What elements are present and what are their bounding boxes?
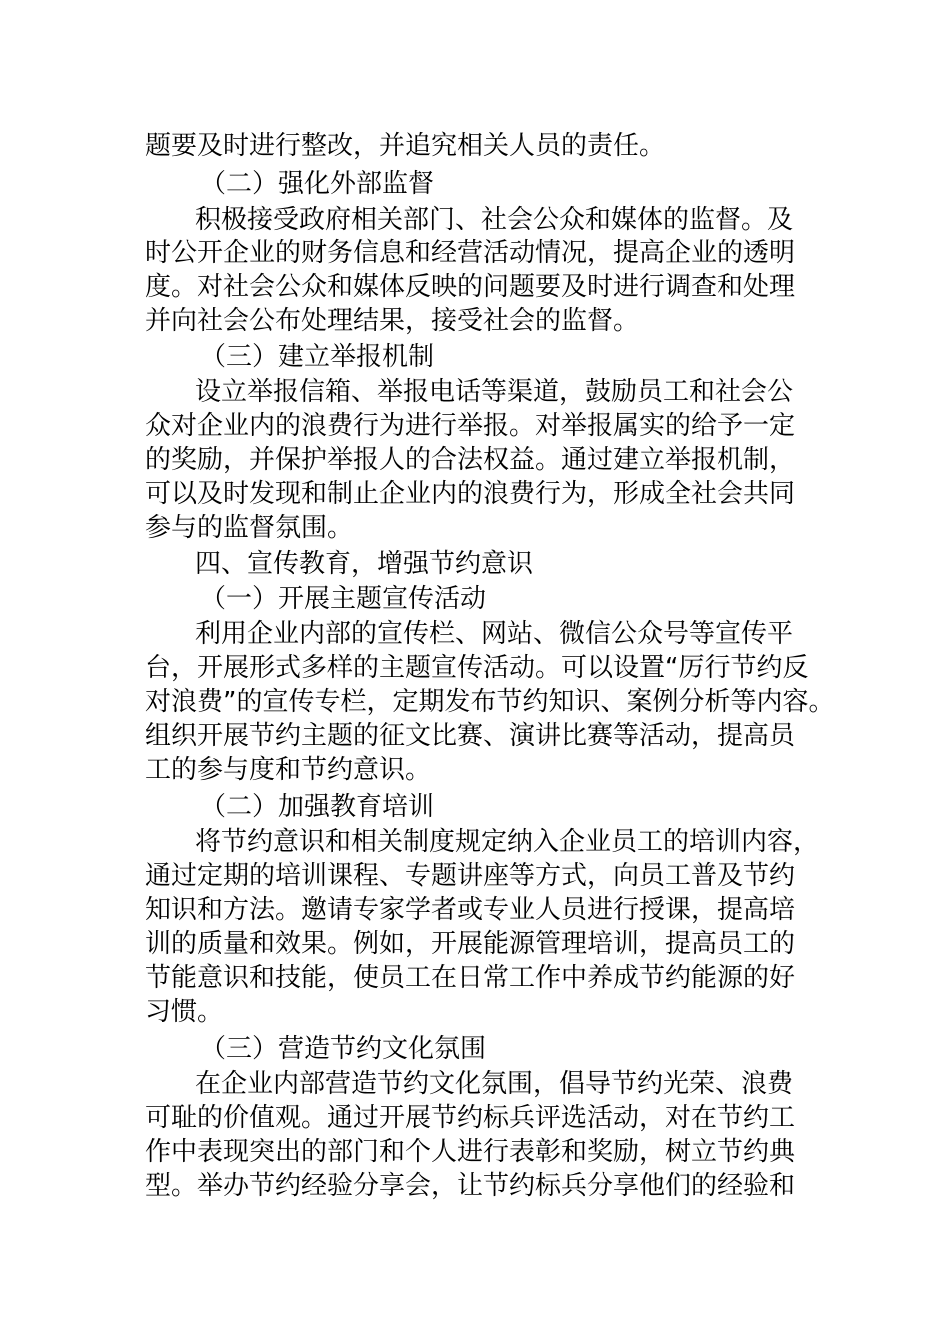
text-line: 将节约意识和相关制度规定纳入企业员工的培训内容， — [195, 827, 820, 857]
text-line: 设立举报信箱、举报电话等渠道，鼓励员工和社会公 — [195, 377, 794, 407]
text-line: 组织开展节约主题的征文比赛、演讲比赛等活动，提高员 — [145, 721, 796, 751]
text-line: 工的参与度和节约意识。 — [145, 755, 432, 785]
text-line: 可耻的价值观。通过开展节约标兵评选活动，对在节约工 — [145, 1103, 796, 1133]
text-line: 在企业内部营造节约文化氛围，倡导节约光荣、浪费 — [195, 1069, 794, 1099]
text-line: 训的质量和效果。例如，开展能源管理培训，提高员工的 — [145, 929, 796, 959]
text-line: 利用企业内部的宣传栏、网站、微信公众号等宣传平 — [195, 619, 794, 649]
text-line: 作中表现突出的部门和个人进行表彰和奖励，树立节约典 — [145, 1137, 796, 1167]
text-line: 型。举办节约经验分享会，让节约标兵分享他们的经验和 — [145, 1171, 796, 1201]
text-line: 习惯。 — [145, 997, 224, 1027]
text-line: 的奖励，并保护举报人的合法权益。通过建立举报机制， — [145, 445, 796, 475]
text-line: 参与的监督氛围。 — [145, 513, 354, 543]
text-line: 台，开展形式多样的主题宣传活动。可以设置“厉行节约反 — [145, 653, 809, 683]
text-line: 众对企业内的浪费行为进行举报。对举报属实的给予一定 — [145, 411, 796, 441]
text-line: 题要及时进行整改，并追究相关人员的责任。 — [145, 131, 666, 161]
text-line: 可以及时发现和制止企业内的浪费行为，形成全社会共同 — [145, 479, 796, 509]
text-line: 时公开企业的财务信息和经营活动情况，提高企业的透明 — [145, 238, 796, 268]
section-heading: （三）营造节约文化氛围 — [200, 1034, 487, 1064]
text-line: 对浪费”的宣传专栏，定期发布节约知识、案例分析等内容。 — [145, 687, 835, 717]
text-line: 知识和方法。邀请专家学者或专业人员进行授课，提高培 — [145, 895, 796, 925]
section-heading: （三）建立举报机制 — [200, 342, 435, 372]
text-line: 度。对社会公众和媒体反映的问题要及时进行调查和处理 — [145, 272, 796, 302]
chapter-heading: 四、宣传教育，增强节约意识 — [195, 549, 534, 579]
section-heading: （一）开展主题宣传活动 — [200, 584, 487, 614]
section-heading: （二）强化外部监督 — [200, 169, 435, 199]
text-line: 积极接受政府相关部门、社会公众和媒体的监督。及 — [195, 205, 794, 235]
text-line: 节能意识和技能，使员工在日常工作中养成节约能源的好 — [145, 963, 796, 993]
section-heading: （二）加强教育培训 — [200, 792, 435, 822]
text-line: 通过定期的培训课程、专题讲座等方式，向员工普及节约 — [145, 861, 796, 891]
text-line: 并向社会公布处理结果，接受社会的监督。 — [145, 306, 640, 336]
